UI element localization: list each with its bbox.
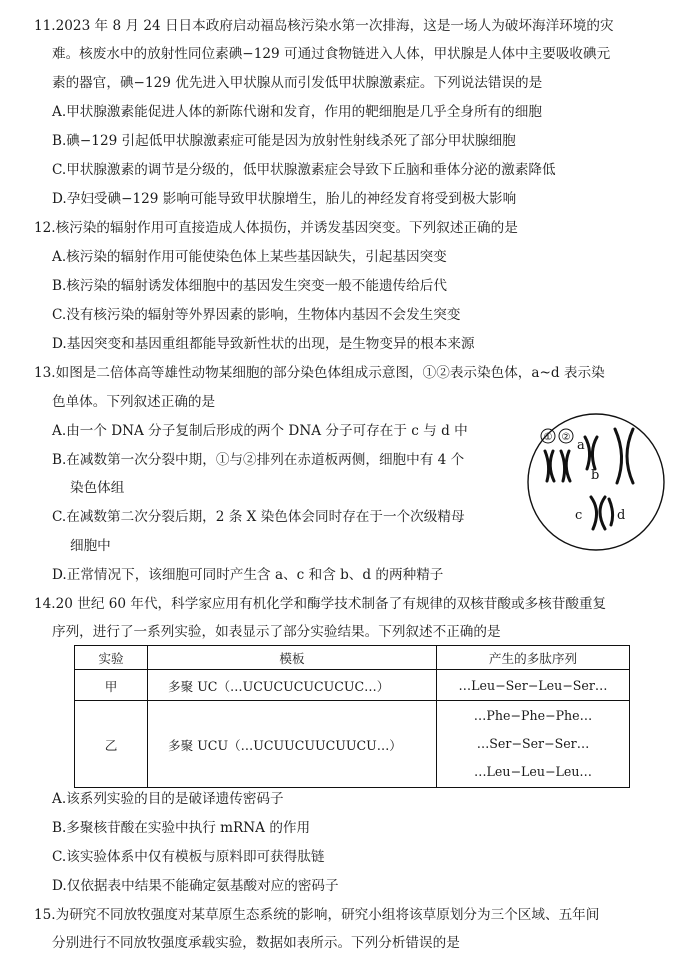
q13-option-c: C.在减数第二次分裂后期，2 条 X 染色体会同时存在于一个次级精母 [52, 509, 465, 525]
q13-option-c-cont: 细胞中 [70, 538, 111, 554]
chromosome-2 [561, 451, 570, 481]
peptide-seq: …Phe−Phe−Phe… [473, 708, 593, 723]
table-row [75, 701, 630, 788]
label-a: a [577, 438, 585, 453]
table-cell-template: 多聚 UCU（…UCUUCUUCUUCU…） [148, 701, 437, 788]
chromosome-large [615, 429, 633, 483]
table-header-peptide: 产生的多肽序列 [437, 646, 630, 670]
q12-stem: 12.核污染的辐射作用可直接造成人体损伤，并诱发基因突变。下列叙述正确的是 [34, 220, 518, 236]
table-cell-exp: 乙 [75, 701, 148, 788]
peptide-seq: …Leu−Leu−Leu… [473, 764, 593, 779]
q14-option-c: C.该实验体系中仅有模板与原料即可获得肽链 [52, 849, 325, 865]
q13-stem-line-1: 13.如图是二倍体高等雄性动物某细胞的部分染色体组成示意图，①②表示染色体，a~d 表示染 [34, 365, 605, 381]
q12-option-a: A.核污染的辐射作用可能使染色体上某些基因缺失，引起基因突变 [52, 249, 447, 265]
q13-option-b: B.在减数第一次分裂中期，①与②排列在赤道板两侧，细胞中有 4 个 [52, 452, 465, 468]
q13-option-a: A.由一个 DNA 分子复制后形成的两个 DNA 分子可存在于 c 与 d 中 [52, 423, 468, 439]
table-header-experiment: 实验 [75, 646, 148, 670]
chromosome-cd [591, 497, 613, 529]
q11-option-c: C.甲状腺激素的调节是分级的，低甲状腺激素症会导致下丘脑和垂体分泌的激素降低 [52, 162, 556, 178]
q11-stem-line-2: 难。核废水中的放射性同位素碘−129 可通过食物链进入人体，甲状腺是人体中主要吸收碘元 [52, 46, 611, 62]
chromosome-cell-figure [521, 411, 671, 553]
table-row [75, 670, 630, 701]
q11-option-a: A.甲状腺激素能促进人体的新陈代谢和发育，作用的靶细胞是几乎全身所有的细胞 [52, 104, 542, 120]
peptide-seq: …Ser−Ser−Ser… [476, 736, 590, 751]
table-header-template: 模板 [148, 646, 437, 670]
q14-option-a: A.该系列实验的目的是破译遗传密码子 [52, 791, 284, 807]
q12-option-d: D.基因突变和基因重组都能导致新性状的出现，是生物变异的根本来源 [52, 336, 475, 352]
q12-option-b: B.核污染的辐射诱发体细胞中的基因发生突变一般不能遗传给后代 [52, 278, 447, 294]
q15-stem-line-2: 分别进行不同放牧强度承载实验，数据如表所示。下列分析错误的是 [52, 935, 460, 951]
experiment-table [74, 645, 630, 788]
label-d: d [617, 508, 626, 523]
q13-option-d: D.正常情况下，该细胞可同时产生含 a、c 和含 b、d 的两种精子 [52, 567, 444, 583]
q13-option-b-cont: 染色体组 [70, 480, 125, 496]
chromosome-ab [585, 437, 597, 469]
table-cell-template: 多聚 UC（…UCUCUCUCUCUC…） [148, 670, 437, 701]
q15-stem-line-1: 15.为研究不同放牧强度对某草原生态系统的影响，研究小组将该草原划分为三个区域、五年间 [34, 907, 600, 923]
q14-option-b: B.多聚核苷酸在实验中执行 mRNA 的作用 [52, 820, 311, 836]
q14-stem-line-2: 序列，进行了一系列实验，如表显示了部分实验结果。下列叙述不正确的是 [52, 624, 501, 640]
q12-option-c: C.没有核污染的辐射等外界因素的影响，生物体内基因不会发生突变 [52, 307, 461, 323]
label-b: b [591, 468, 600, 483]
table-cell-exp: 甲 [75, 670, 148, 701]
q11-stem-line-1: 11.2023 年 8 月 24 日日本政府启动福岛核污染水第一次排海，这是一场人为破坏海洋环境的灾 [34, 18, 614, 34]
table-cell-peptide: …Leu−Ser−Leu−Ser… [437, 670, 630, 701]
label-chromosome-1: ① [543, 432, 553, 443]
table-cell-peptides [437, 701, 630, 788]
q14-option-d: D.仅依据表中结果不能确定氨基酸对应的密码子 [52, 878, 339, 894]
q13-stem-line-2: 色单体。下列叙述正确的是 [52, 394, 216, 410]
q11-option-b: B.碘−129 引起低甲状腺激素症可能是因为放射性射线杀死了部分甲状腺细胞 [52, 133, 516, 149]
label-c: c [575, 508, 583, 523]
chromosome-1 [545, 451, 554, 481]
q14-stem-line-1: 14.20 世纪 60 年代，科学家应用有机化学和酶学技术制备了有规律的双核苷酸或多核苷酸重复 [34, 596, 607, 612]
q11-option-d: D.孕妇受碘−129 影响可能导致甲状腺增生，胎儿的神经发育将受到极大影响 [52, 191, 517, 207]
q11-stem-line-3: 素的器官，碘−129 优先进入甲状腺从而引发低甲状腺激素症。下列说法错误的是 [52, 75, 543, 91]
label-chromosome-2: ② [561, 432, 571, 443]
